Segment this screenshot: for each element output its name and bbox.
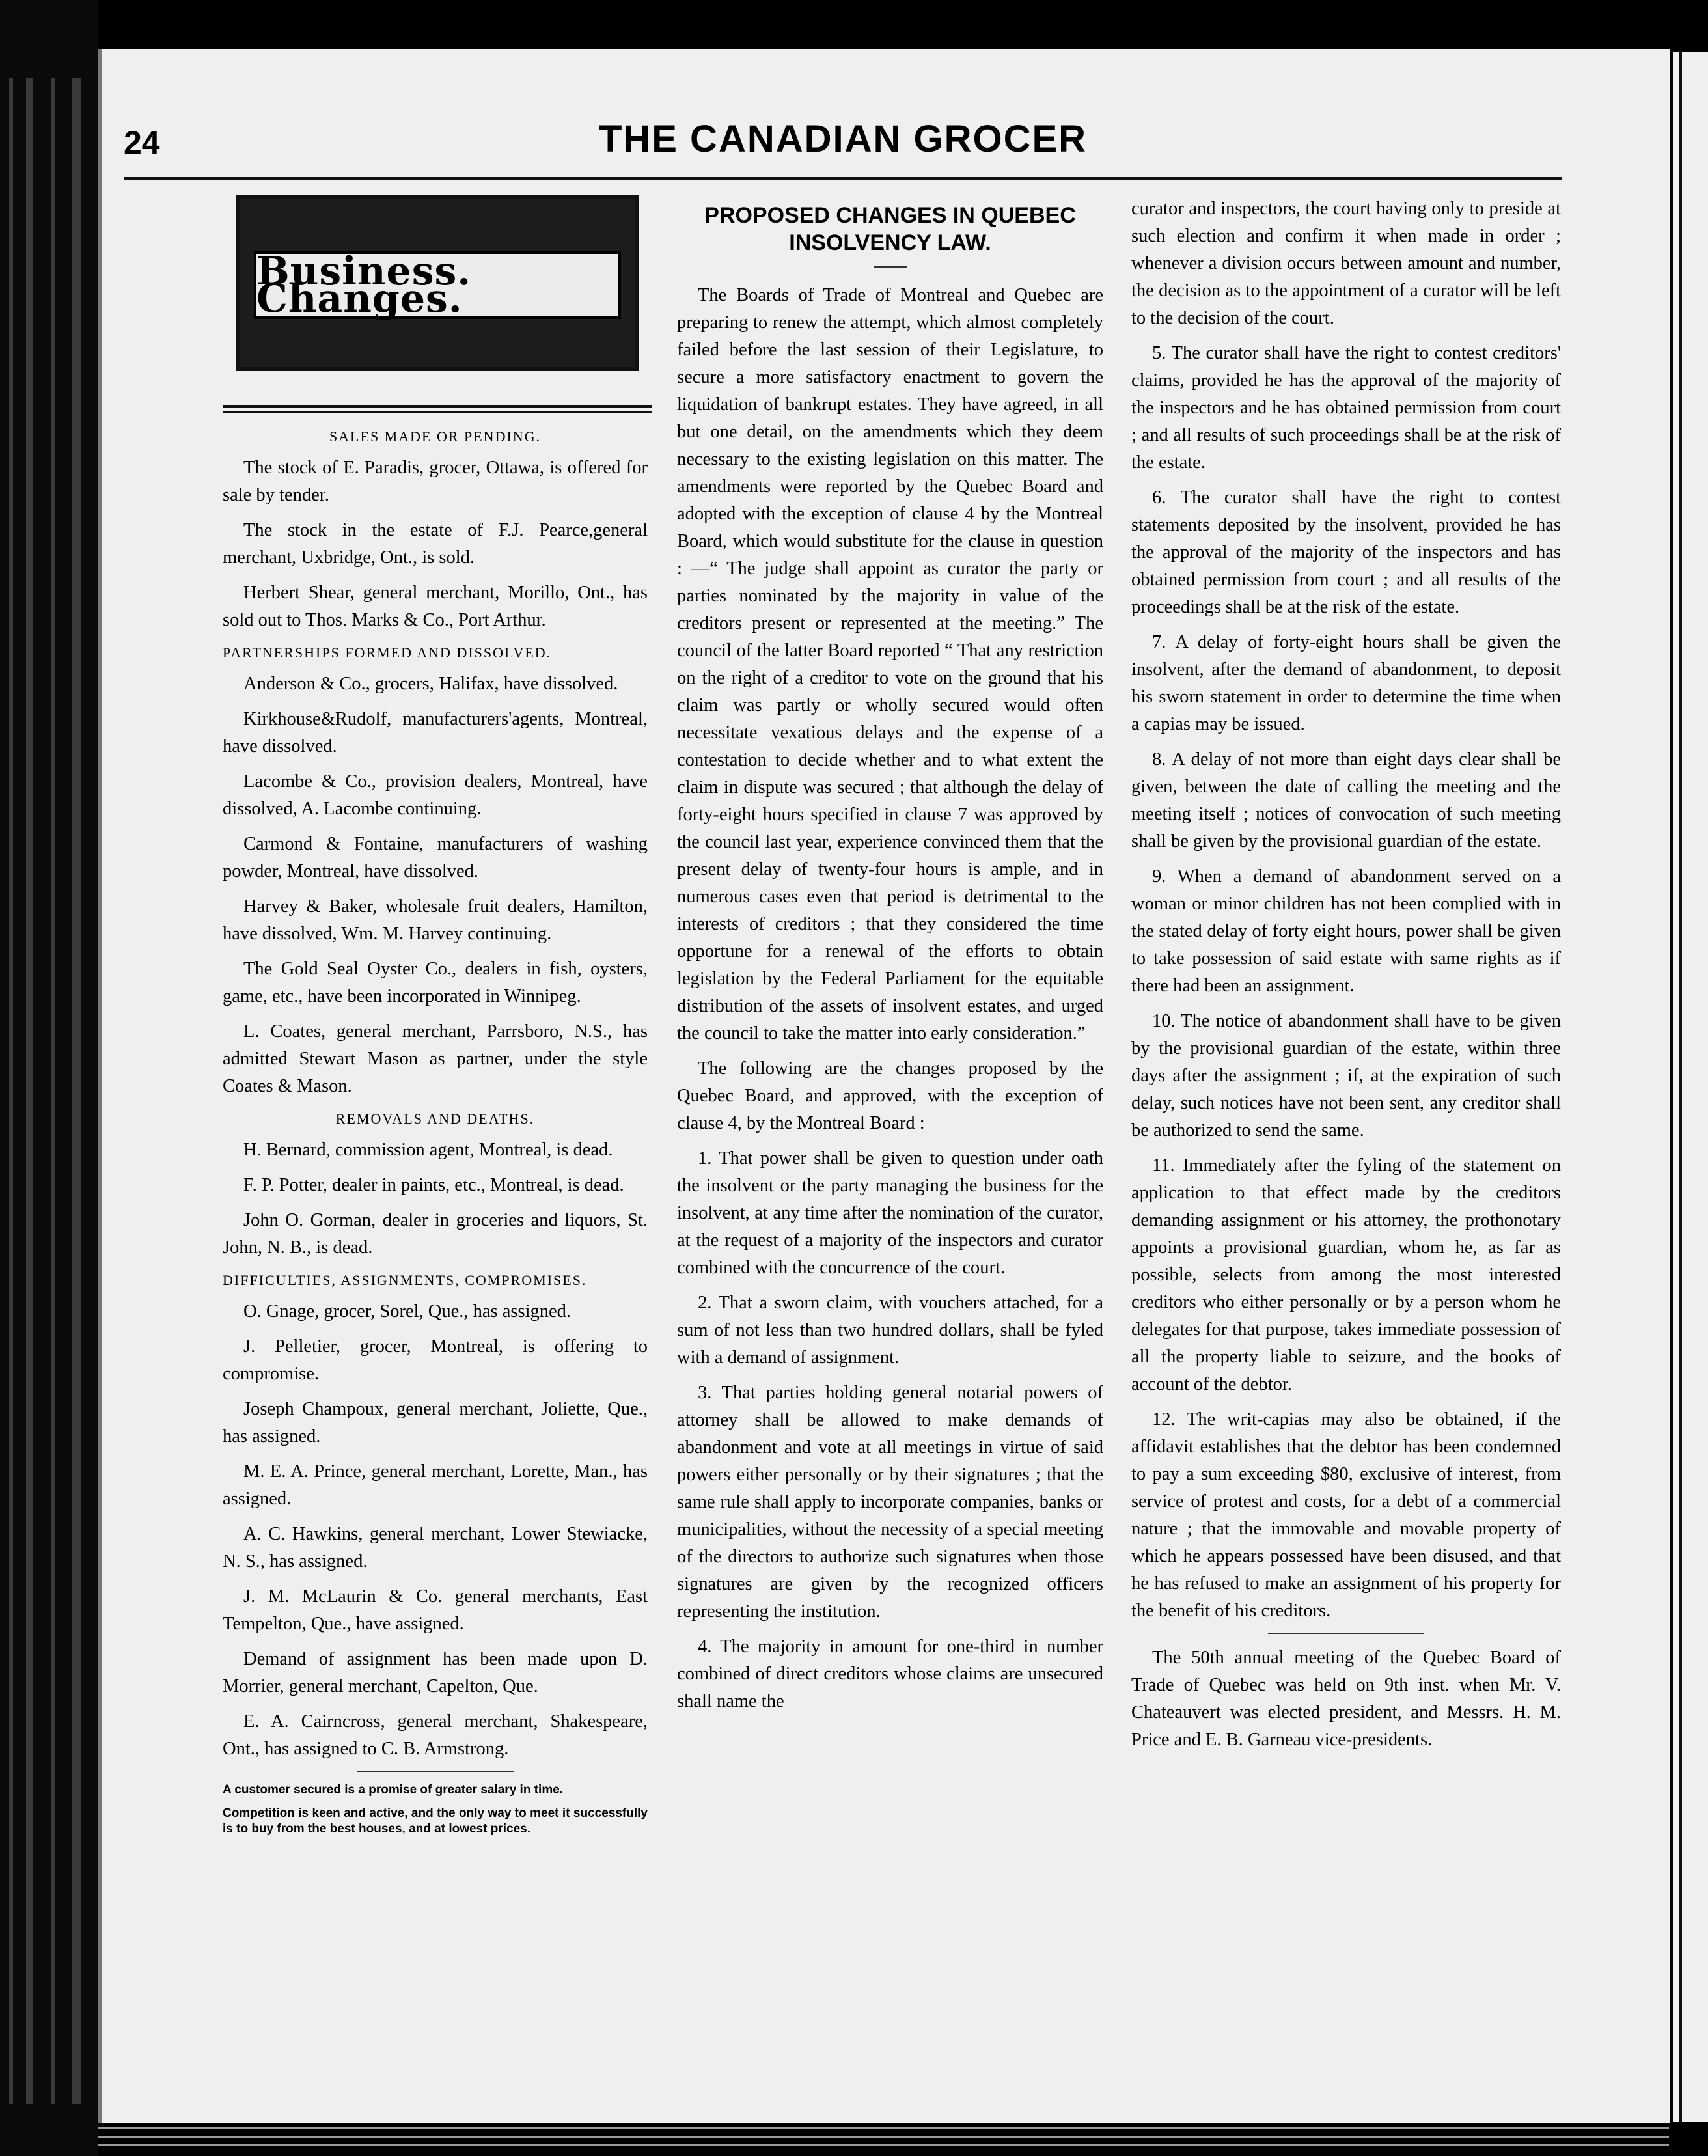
article-paragraph: 5. The curator shall have the right to contest creditors' claims, provided he has the approval of the majority of the inspectors and he has obtained permission from court ; and all results of such proceedings shall be at the risk of the estate. (1131, 343, 1561, 473)
list-item: Demand of assignment has been made upon D. Morrier, general merchant, Capelton, Que. (223, 1649, 648, 1696)
divider (1268, 1633, 1424, 1634)
list-item: Herbert Shear, general merchant, Morillo, Ont., has sold out to Thos. Marks & Co., Port Arthur. (223, 583, 648, 630)
article-paragraph: 3. That parties holding general notarial powers of attorney shall be allowed to make demands of abandonment and vote at all meetings in virtue of said powers either personally or by their signatures ; that the same rule shall apply to incorporate companies, banks or municipalities, without the necessity of a special meeting of the directors to authorize such signatures when those signatures are given by the recognized officers representing the institution. (677, 1383, 1103, 1622)
article-paragraph: 2. That a sworn claim, with vouchers attached, for a sum of not less than two hundred dollars, shall be fyled with a demand of assignment. (677, 1293, 1103, 1368)
double-rule (223, 405, 652, 413)
list-item: O. Gnage, grocer, Sorel, Que., has assigned. (243, 1301, 572, 1321)
list-item: Lacombe & Co., provision dealers, Montreal, have dissolved, A. Lacombe continuing. (223, 771, 648, 819)
list-item: L. Coates, general merchant, Parrsboro, N.S., has admitted Stewart Mason as partner, under the style Coates & Mason. (223, 1021, 648, 1096)
column-business-changes (124, 195, 648, 1845)
divider (357, 1771, 514, 1772)
list-item: Joseph Champoux, general merchant, Joliette, Que., has assigned. (223, 1399, 648, 1446)
article-paragraph: 1. That power shall be given to question under oath the insolvent or the party managing the business for the insolvent, at any time after the nomination of the curator, at the request of a majority of the inspectors and curator combined with the concurrence of the court. (677, 1148, 1103, 1278)
list-item: H. Bernard, commission agent, Montreal, is dead. (243, 1140, 613, 1160)
article-paragraph: curator and inspectors, the court having only to preside at such election and confirm it when made in order ; whenever a division occurs between amount and number, the decision as to the appointment of a curator will be left to the decision of the court. (1131, 199, 1561, 328)
banner-text: Business. Changes. (256, 249, 472, 322)
article-paragraph: 4. The majority in amount for one-third in number combined of direct creditors whose claims are unsecured shall name the (677, 1637, 1103, 1711)
list-item: Kirkhouse&Rudolf, manufacturers'agents, Montreal, have dissolved. (223, 709, 648, 756)
list-item: Anderson & Co., grocers, Halifax, have dissolved. (243, 674, 618, 694)
business-changes-banner (236, 195, 639, 371)
header-rule (124, 177, 1562, 180)
article-paragraph: 12. The writ-capias may also be obtained, if the affidavit establishes that the debtor has been condemned to pay a sum exceeding $80, exclusive of interest, from service of protest and costs, for a debt of a commercial nature ; that the immovable and movable property of which he appears possessed have been disused, and that he has refused to make an assignment of his property for the benefit of his creditors. (1131, 1409, 1561, 1621)
filler-note: Competition is keen and active, and the only way to meet it successfully is to buy from the best houses, and at lowest prices. (223, 1806, 648, 1836)
article-paragraph: The following are the changes proposed by the Quebec Board, and approved, with the exception of clause 4, by the Montreal Board : (677, 1058, 1103, 1133)
column-insolvency-continued (1131, 195, 1561, 1762)
list-item: E. A. Cairncross, general merchant, Shakespeare, Ont., has assigned to C. B. Armstrong. (223, 1711, 648, 1759)
list-item: J. M. McLaurin & Co. general merchants, East Tempelton, Que., have assigned. (223, 1586, 648, 1634)
publication-title: THE CANADIAN GROCER (598, 118, 1088, 160)
list-item: J. Pelletier, grocer, Montreal, is offering to compromise. (223, 1336, 648, 1384)
article-paragraph: 6. The curator shall have the right to contest statements deposited by the insolvent, provided he has the approval of the majority of the inspectors and has obtained permission from court ; and all results of the proceedings shall be at the risk of the estate. (1131, 488, 1561, 617)
article-paragraph: The Boards of Trade of Montreal and Quebec are preparing to renew the attempt, which almost completely failed before the last session of their Legislature, to secure a more satisfactory enactment to govern the liquidation of bankrupt estates. They have agreed, in all but one detail, on the amendments which they deem necessary to the existing legislation on this matter. The amendments were reported by the Quebec Board and adopted with the exception of clause 4 by the Montreal Board, which would substitute for the clause in question : —“ The judge shall appoint as curator the party or parties nominated by the majority in value of the creditors present or represented at the meeting.” The council of the latter Board reported “ That any restriction on the right of a creditor to vote on the ground that his claim was partly or wholly secured would often necessitate vexatious delays and the expense of a contestation to decide whether and to what extent the claim in dispute was secured ; that although the delay of forty-eight hours specified in clause 7 was approved by the council last year, experience convinced them that the present delay of twenty-four hours is ample, and in numerous cases even that period is detrimental to the interests of creditors ; that they considered the time opportune for a renewal of the efforts to obtain legislation by the Federal Parliament for the equitable distribution of the assets of insolvent estates, and urged the council to take the matter into early consideration.” (677, 285, 1103, 1043)
article-paragraph: 10. The notice of abandonment shall have to be given by the provisional guardian of the estate, within three days after the assignment ; if, at the expiration of such delay, such notices have not been sent, any creditor shall be authorized to send the same. (1131, 1011, 1561, 1140)
list-item: Harvey & Baker, wholesale fruit dealers, Hamilton, have dissolved, Wm. M. Harvey continuing. (223, 896, 648, 944)
list-item: The Gold Seal Oyster Co., dealers in fish, oysters, game, etc., have been incorporated in Winnipeg. (223, 959, 648, 1006)
list-item: A. C. Hawkins, general merchant, Lower Stewiacke, N. S., has assigned. (223, 1524, 648, 1571)
section-removals-head: REMOVALS AND DEATHS. (335, 1111, 535, 1127)
filler-note: A customer secured is a promise of greater salary in time. (223, 1783, 564, 1797)
article-paragraph: 7. A delay of forty-eight hours shall be given the insolvent, after the demand of abandonment, to deposit his sworn statement in order to determine the time when a capias may be issued. (1131, 632, 1561, 734)
list-item: The stock of E. Paradis, grocer, Ottawa, is offered for sale by tender. (223, 458, 648, 505)
next-page-edge (1673, 52, 1708, 2122)
closing-paragraph: The 50th annual meeting of the Quebec Board of Trade of Quebec was held on 9th inst. when Mr. V. Chateauvert was elected president, and Messrs. H. M. Price and E. B. Garneau vice-presidents. (1131, 1648, 1561, 1750)
list-item: Carmond & Fontaine, manufacturers of washing powder, Montreal, have dissolved. (223, 834, 648, 881)
section-difficulties-head: DIFFICULTIES, ASSIGNMENTS, COMPROMISES. (223, 1272, 587, 1288)
list-item: John O. Gorman, dealer in groceries and liquors, St. John, N. B., is dead. (223, 1210, 648, 1258)
column-insolvency-article (677, 202, 1103, 1723)
article-paragraph: 9. When a demand of abandonment served on a woman or minor children has not been complied with in the stated delay of forty eight hours, power shall be given to take possession of said estate with same rights as if there had been an assignment. (1131, 866, 1561, 996)
book-edge-left (0, 0, 98, 2156)
list-item: The stock in the estate of F.J. Pearce,general merchant, Uxbridge, Ont., is sold. (223, 520, 648, 568)
section-sales-head: SALES MADE OR PENDING. (329, 428, 542, 445)
divider (874, 266, 907, 268)
page-stack-edge (98, 2127, 1669, 2156)
list-item: M. E. A. Prince, general merchant, Lorette, Man., has assigned. (223, 1461, 648, 1509)
article-paragraph: 11. Immediately after the fyling of the statement on application to that effect made by the creditors demanding assignment or his attorney, the prothonotary appoints a provisional guardian, whom he, as far as possible, selects from among the most interested creditors who either personally or by a person whom he delegates for that purpose, takes immediate possession of all the property liable to seizure, and the books of account of the debtor. (1131, 1155, 1561, 1394)
list-item: F. P. Potter, dealer in paints, etc., Montreal, is dead. (243, 1175, 624, 1195)
page-header (124, 78, 1562, 182)
section-partnerships-head: PARTNERSHIPS FORMED AND DISSOLVED. (223, 644, 552, 661)
article-paragraph: 8. A delay of not more than eight days clear shall be given, between the date of calling the meeting and the meeting itself ; notices of convocation of such meeting shall be given by the provisional guardian of the estate. (1131, 749, 1561, 851)
page-number: 24 (124, 124, 160, 161)
article-title: PROPOSED CHANGES IN QUEBEC INSOLVENCY LAW. (704, 203, 1076, 255)
